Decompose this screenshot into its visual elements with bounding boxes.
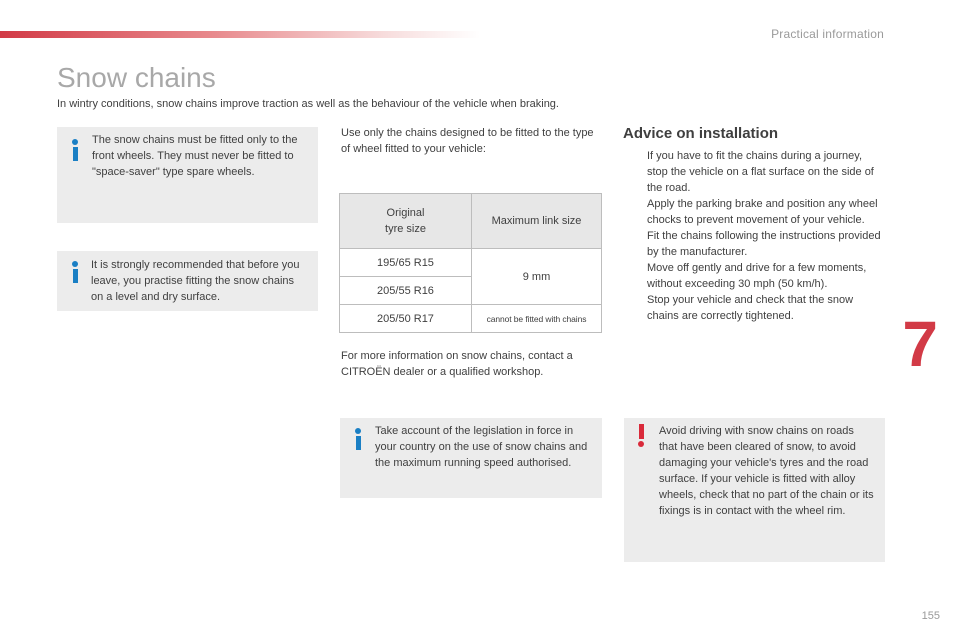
- table-row: [340, 305, 602, 333]
- table-header-row: [340, 194, 602, 249]
- table-row: [340, 249, 602, 277]
- info-icon: [354, 428, 362, 450]
- note-practise: [57, 251, 318, 311]
- table-header-tyre-size: Original tyre size: [340, 194, 472, 249]
- table-cell-tyre: 195/65 R15: [340, 249, 472, 277]
- list-item: Fit the chains following the instructions provided by the manufacturer.: [647, 230, 881, 258]
- note-warning: [624, 418, 885, 562]
- advice-title: Advice on installation: [623, 125, 779, 142]
- section-header: Practical information: [771, 27, 884, 41]
- list-item: Stop your vehicle and check that the snow chains are correctly tightened.: [647, 294, 854, 322]
- page-title: Snow chains: [57, 62, 216, 93]
- chain-size-table: [339, 193, 602, 333]
- page-number: 155: [921, 610, 940, 622]
- more-info-text: For more information on snow chains, contact a CITROËN dealer or a qualified workshop.: [341, 350, 573, 378]
- note-front-wheels-text: The snow chains must be fitted only to the front wheels. They must never be fitted to "space-saver" type spare wheels.: [92, 134, 298, 178]
- note-warning-text: Avoid driving with snow chains on roads that have been cleared of snow, to avoid damaging your vehicle's tyres and the road surface. If your vehicle is fitted with alloy wheels, check that no part of the chain or its fixings is in contact with the wheel rim.: [659, 425, 874, 517]
- table-cell-link: 9 mm: [472, 249, 602, 305]
- note-legislation-text: Take account of the legislation in force in your country on the use of snow chains and the maximum running speed authorised.: [375, 425, 588, 469]
- note-legislation: [340, 418, 602, 498]
- info-icon: [71, 139, 79, 161]
- chapter-number: 7: [902, 308, 938, 380]
- table-cell-link: cannot be fitted with chains: [472, 305, 602, 333]
- table-cell-tyre: 205/55 R16: [340, 277, 472, 305]
- intro-text: In wintry conditions, snow chains improve traction as well as the behaviour of the vehicle when braking.: [57, 98, 559, 110]
- advice-steps-list: [623, 148, 885, 324]
- header-accent-bar: [0, 31, 480, 38]
- note-practise-text: It is strongly recommended that before you leave, you practise fitting the snow chains on a level and dry surface.: [91, 259, 300, 303]
- chains-lead-text: Use only the chains designed to be fitted to the type of wheel fitted to your vehicle:: [341, 127, 594, 155]
- list-item: If you have to fit the chains during a journey, stop the vehicle on a flat surface on the side of the road.: [647, 150, 874, 194]
- list-item: Move off gently and drive for a few moments, without exceeding 30 mph (50 km/h).: [647, 262, 867, 290]
- warning-icon: [637, 424, 645, 446]
- info-icon: [71, 261, 79, 283]
- list-item: Apply the parking brake and position any wheel chocks to prevent movement of your vehicle.: [647, 198, 878, 226]
- table-cell-tyre: 205/50 R17: [340, 305, 472, 333]
- table-header-link-size: Maximum link size: [472, 194, 602, 249]
- note-front-wheels: [57, 127, 318, 223]
